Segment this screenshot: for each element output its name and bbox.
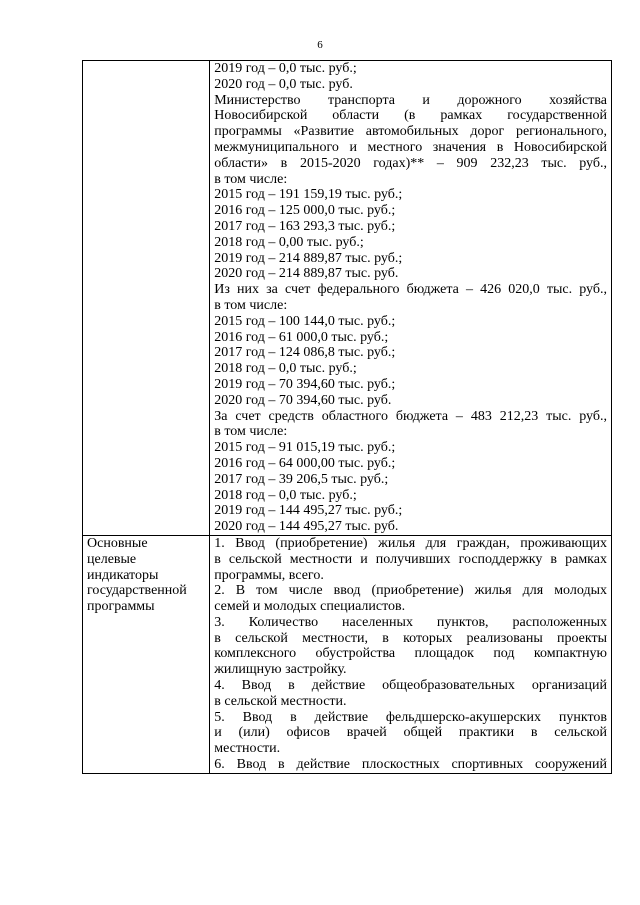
text-line: 2019 год – 0,0 тыс. руб.; bbox=[214, 61, 357, 76]
text-line: 2016 год – 125 000,0 тыс. руб.; bbox=[214, 203, 396, 219]
text-line: Министерство транспорта и дорожного хозяйства bbox=[214, 92, 607, 108]
table-row-indicators bbox=[83, 535, 612, 773]
text-line: Новосибирской области (в рамках государственной bbox=[214, 108, 607, 124]
text-line: 2019 год – 70 394,60 тыс. руб.; bbox=[214, 376, 396, 392]
text-line: 2015 год – 191 159,19 тыс. руб.; bbox=[214, 187, 403, 203]
text-line: семей и молодых специалистов. bbox=[214, 599, 406, 615]
text-line: 2020 год – 144 495,27 тыс. руб. bbox=[214, 519, 399, 535]
table-row-funding bbox=[83, 61, 612, 536]
text-line: 6. Ввод в действие плоскостных спортивных сооружений bbox=[214, 757, 607, 773]
row-label-line: индикаторы bbox=[87, 567, 159, 583]
text-line: 2017 год – 124 086,8 тыс. руб.; bbox=[214, 345, 396, 361]
text-line: местности. bbox=[214, 741, 281, 757]
text-line: 2019 год – 214 889,87 тыс. руб.; bbox=[214, 250, 403, 266]
text-line: 5. Ввод в действие фельдшерско-акушерских пунктов bbox=[214, 709, 607, 725]
text-line: 2. В том числе ввод (приобретение) жилья для молодых bbox=[214, 583, 607, 599]
funding-cell bbox=[210, 61, 612, 536]
text-line: программы, всего. bbox=[214, 567, 324, 583]
row-label-line: программы bbox=[87, 599, 155, 615]
text-line: 1. Ввод (приобретение) жилья для граждан, проживающих bbox=[214, 535, 607, 551]
text-line: в том числе: bbox=[214, 297, 288, 313]
text-line: жилищную застройку. bbox=[214, 662, 347, 678]
indicators-cell bbox=[210, 535, 612, 773]
text-line: в сельской местности, в которых реализованы проекты bbox=[214, 630, 607, 646]
text-line: 2017 год – 39 206,5 тыс. руб.; bbox=[214, 471, 389, 487]
text-line: Из них за счет федерального бюджета – 426 020,0 тыс. руб., bbox=[214, 282, 607, 298]
text-line: в сельской местности. bbox=[214, 693, 347, 709]
text-line: области» в 2015-2020 годах)** – 909 232,23 тыс. руб., bbox=[214, 155, 607, 171]
text-line: программы «Развитие автомобильных дорог регионального, bbox=[214, 124, 607, 140]
row-label-line: государственной bbox=[87, 583, 187, 599]
row-label-indicators bbox=[83, 535, 210, 773]
text-line: 3. Количество населенных пунктов, расположенных bbox=[214, 614, 607, 630]
text-line: 2018 год – 0,0 тыс. руб.; bbox=[214, 487, 357, 503]
text-line: 2015 год – 91 015,19 тыс. руб.; bbox=[214, 440, 396, 456]
text-line: 2019 год – 144 495,27 тыс. руб.; bbox=[214, 503, 403, 519]
text-line: комплексного обустройства площадок под компактную bbox=[214, 646, 607, 662]
text-line: 2016 год – 61 000,0 тыс. руб.; bbox=[214, 329, 389, 345]
row-label-line: Основные bbox=[87, 535, 148, 551]
text-line: в том числе: bbox=[214, 171, 288, 187]
text-line: в том числе: bbox=[214, 424, 288, 440]
text-line: 2018 год – 0,00 тыс. руб.; bbox=[214, 234, 364, 250]
text-line: в сельской местности и получивших господдержку в рамках bbox=[214, 551, 607, 567]
row-label-empty bbox=[83, 61, 210, 536]
row-label-line: целевые bbox=[87, 551, 137, 567]
text-line: 2017 год – 163 293,3 тыс. руб.; bbox=[214, 218, 396, 234]
text-line: 2015 год – 100 144,0 тыс. руб.; bbox=[214, 313, 396, 329]
text-line: За счет средств областного бюджета – 483 212,23 тыс. руб., bbox=[214, 408, 607, 424]
passport-table bbox=[82, 60, 612, 774]
text-line: 2016 год – 64 000,00 тыс. руб.; bbox=[214, 455, 396, 471]
text-line: 2020 год – 0,0 тыс. руб. bbox=[214, 76, 353, 92]
text-line: 2020 год – 70 394,60 тыс. руб. bbox=[214, 392, 392, 408]
page-number: 6 bbox=[317, 39, 323, 51]
text-line: 2020 год – 214 889,87 тыс. руб. bbox=[214, 266, 399, 282]
text-line: межмуниципального и местного значения в Новосибирской bbox=[214, 139, 607, 155]
text-line: 2018 год – 0,0 тыс. руб.; bbox=[214, 361, 357, 377]
text-line: и (или) офисов врачей общей практики в сельской bbox=[214, 725, 607, 741]
text-line: 4. Ввод в действие общеобразовательных организаций bbox=[214, 678, 607, 694]
